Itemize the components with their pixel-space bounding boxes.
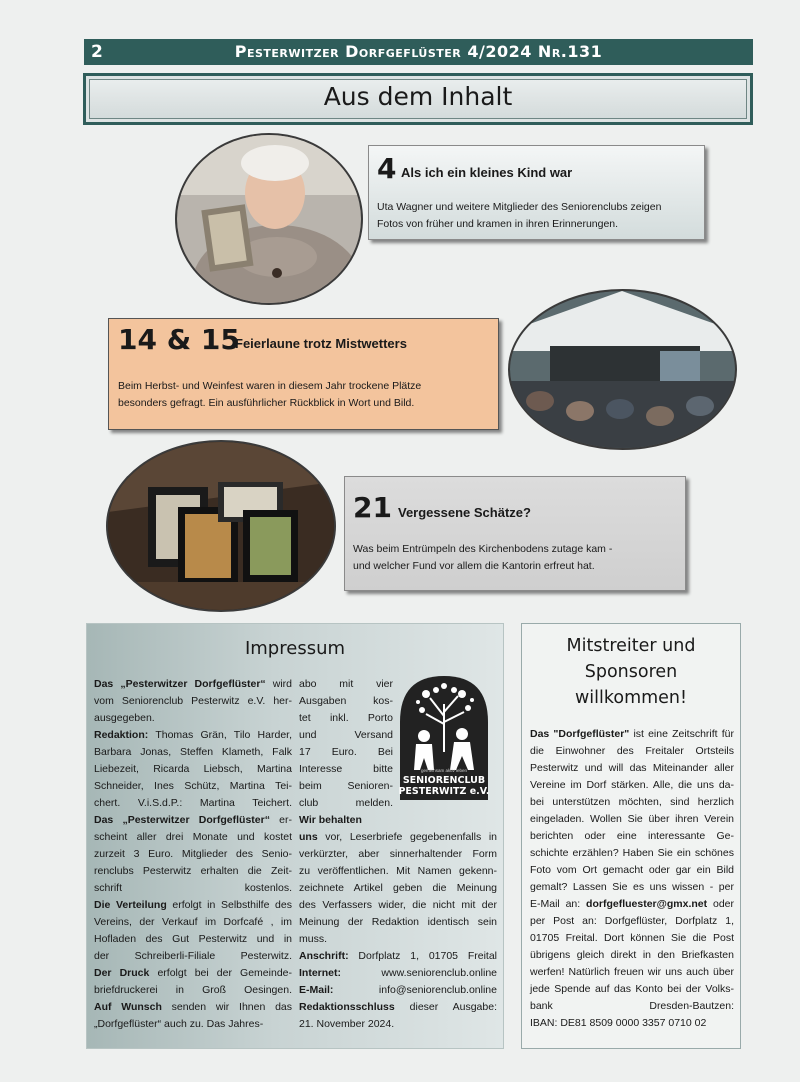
text-line: E-Mail an: dorfgefluester@gmx.net oder bbox=[530, 898, 735, 910]
text-line: „Dorfgeflüster“ auch zu. Das Jahres- bbox=[94, 1018, 264, 1030]
text-line: Das „Pesterwitzer Dorfgeflüster“ er- bbox=[94, 814, 293, 826]
text-line: bei unterstützen möchten, sind herzlich bbox=[530, 796, 734, 808]
article-text-line: besonders gefragt. Ein ausführlicher Rückblick in Wort und Bild. bbox=[118, 397, 415, 409]
text-line: beim Senioren- bbox=[299, 780, 393, 792]
article-page-number: 14 & 15 bbox=[118, 323, 240, 356]
text-line: Das "Dorfgeflüster" ist eine Zeitschrift für bbox=[530, 728, 735, 740]
text-line: werfen! Natürlich freuen wir uns auch über bbox=[530, 966, 734, 978]
text-line: Vereine im Dorf stärken. Alle, die uns da- bbox=[530, 779, 734, 791]
contents-heading-box bbox=[83, 73, 753, 125]
text-line: abo mit vier bbox=[299, 678, 393, 690]
article-text-line: Uta Wagner und weitere Mitglieder des Seniorenclubs zeigen bbox=[377, 201, 662, 213]
mitstreiter-box bbox=[521, 623, 741, 1049]
impressum-right-column-bottom bbox=[299, 829, 497, 1033]
mitstreiter-title-line: Mitstreiter und bbox=[566, 636, 696, 656]
text-line: bank Dresden-Bautzen: bbox=[530, 1000, 734, 1012]
text-line: übrigens gleich direkt in den Briefkasten bbox=[530, 949, 734, 961]
text-line: briefdruckerei in Groß Oesingen. bbox=[94, 984, 292, 996]
text-line: Foto vom Ort gemacht oder gar ein Bild bbox=[530, 864, 734, 876]
text-line: Der Druck erfolgt bei der Gemeinde- bbox=[94, 967, 292, 979]
impressum-box bbox=[86, 623, 504, 1049]
text-line: tet inkl. Porto bbox=[299, 712, 393, 724]
text-line: muss. bbox=[299, 933, 328, 945]
text-line: schrift kostenlos. bbox=[94, 882, 292, 894]
text-line: Vereins, der Verkauf im Dorfcafé , im bbox=[94, 916, 292, 928]
text-line: Auf Wunsch senden wir Ihnen das bbox=[94, 1001, 293, 1013]
text-line: zu veröffentlichen. Mit Namen gekenn- bbox=[299, 865, 497, 877]
text-line: Das „Pesterwitzer Dorfgeflüster“ wird bbox=[94, 678, 293, 690]
text-line: Ausgaben kos- bbox=[299, 695, 393, 707]
text-line: 01705 Freital. Dort können Sie die Post bbox=[530, 932, 734, 944]
text-line: schichte erzählen? Haben Sie ein schönes bbox=[530, 847, 734, 859]
logo-name-line1: SENIORENCLUB bbox=[402, 775, 486, 786]
article-box-2 bbox=[108, 318, 499, 430]
impressum-right-column-top bbox=[299, 676, 393, 829]
text-line: 21. November 2024. bbox=[299, 1018, 395, 1030]
mitstreiter-title-line: willkommen! bbox=[574, 688, 688, 708]
article-text-line: Fotos von früher und kramen in ihren Erinnerungen. bbox=[377, 218, 619, 230]
article-page-number: 4 bbox=[377, 152, 397, 185]
text-line: verkürzter, aber sinnerhaltender Form bbox=[299, 848, 497, 860]
text-line: Interesse bitte bbox=[299, 763, 393, 775]
mitstreiter-title-line: Sponsoren bbox=[584, 662, 678, 682]
text-line: Pesterwitz und will das Miteinander aller bbox=[530, 762, 734, 774]
text-line: vom Seniorenclub Pesterwitz e.V. her- bbox=[94, 695, 292, 707]
text-line: Hofladen des Gut Pesterwitz und in bbox=[94, 933, 292, 945]
article-headline: Feierlaune trotz Mistwetters bbox=[235, 336, 407, 351]
header-bar bbox=[84, 39, 753, 65]
text-line: berichten oder eine interessante Ge- bbox=[530, 830, 734, 842]
text-line: Internet: www.seniorenclub.online bbox=[299, 967, 497, 979]
text-line: Redaktion: Thomas Grän, Tilo Harder, bbox=[94, 729, 292, 741]
text-line: per Post an: Dorfgeflüster, Dorfplatz 1, bbox=[530, 915, 734, 927]
text-line: ausgegeben. bbox=[94, 712, 155, 724]
article-headline: Als ich ein kleines Kind war bbox=[401, 165, 573, 180]
impressum-title: Impressum bbox=[244, 638, 346, 659]
text-line: Wir behalten bbox=[299, 814, 362, 826]
text-line: scheint aller drei Monate und kostet bbox=[94, 831, 292, 843]
article-headline: Vergessene Schätze? bbox=[398, 505, 531, 520]
text-line: und Versand bbox=[299, 729, 393, 741]
text-line: jede Spende auf das Konto bei der Volks- bbox=[530, 983, 734, 995]
mitstreiter-text bbox=[530, 726, 734, 1032]
text-line: zurzeit 3 Euro. Mitglieder des Senio- bbox=[94, 848, 292, 860]
text-line: gemalt? Lassen Sie es uns wissen - per bbox=[530, 881, 734, 893]
article-page-number: 21 bbox=[353, 491, 392, 524]
photo-church-attic-paintings bbox=[106, 440, 336, 612]
logo-tagline: gemeinsam aktiv leben bbox=[420, 768, 468, 773]
text-line: E-Mail: info@seniorenclub.online bbox=[299, 984, 497, 996]
text-line: des Verfassers wider, die nicht mit der bbox=[299, 899, 497, 911]
text-line: Liebezeit, Ricarda Liebsch, Martina bbox=[94, 763, 292, 775]
article-text-line: und welcher Fund vor allem die Kantorin erfreut hat. bbox=[353, 560, 595, 572]
page-number: 2 bbox=[91, 42, 103, 62]
text-line: chert. V.i.S.d.P.: Martina Teichert. bbox=[94, 797, 292, 809]
photo-woman-with-old-photo bbox=[175, 133, 363, 305]
text-line: eingeladen. Wollen Sie über ihren Verein bbox=[530, 813, 734, 825]
text-line: Meinung der Redaktion identisch sein bbox=[299, 916, 497, 928]
text-line: die Einwohner des Freitaler Ortsteils bbox=[530, 745, 734, 757]
text-line: club melden. bbox=[299, 797, 393, 809]
seniorenclub-logo bbox=[396, 674, 492, 804]
article-text-line: Beim Herbst- und Weinfest waren in diesem Jahr trockene Plätze bbox=[118, 380, 422, 392]
impressum-left-column bbox=[94, 676, 292, 1033]
text-line: 17 Euro. Bei bbox=[299, 746, 393, 758]
contents-title: Aus dem Inhalt bbox=[323, 82, 513, 111]
article-box-3 bbox=[344, 476, 686, 591]
magazine-title: Pesterwitzer Dorfgeflüster 4/2024 Nr.131 bbox=[234, 42, 603, 61]
photo-festival-tent bbox=[508, 289, 737, 450]
article-text-line: Was beim Entrümpeln des Kirchenbodens zutage kam - bbox=[353, 543, 613, 555]
text-line: Die Verteilung erfolgt in Selbsthilfe des bbox=[94, 899, 292, 911]
text-line: der Schreiberli-Filiale Pesterwitz. bbox=[94, 950, 292, 962]
text-line: Anschrift: Dorfplatz 1, 01705 Freital bbox=[299, 950, 497, 962]
text-line: Barbara Jonas, Steffen Klameth, Falk bbox=[94, 746, 292, 758]
mitstreiter-title bbox=[522, 633, 740, 711]
text-line: Redaktionsschluss dieser Ausgabe: bbox=[299, 1001, 497, 1013]
text-line: IBAN: DE81 8509 0000 3357 0710 02 bbox=[530, 1017, 707, 1029]
article-box-1 bbox=[368, 145, 705, 240]
text-line: Schneider, Ines Schütz, Martina Tei- bbox=[94, 780, 292, 792]
logo-name-line2: PESTERWITZ e.V. bbox=[398, 786, 490, 797]
text-line: uns vor, Leserbriefe gegebenenfalls in bbox=[299, 831, 497, 843]
text-line: zeichnete Artikel geben die Meinung bbox=[299, 882, 497, 894]
text-line: renclubs Pesterwitz erhalten die Zeit- bbox=[94, 865, 292, 877]
